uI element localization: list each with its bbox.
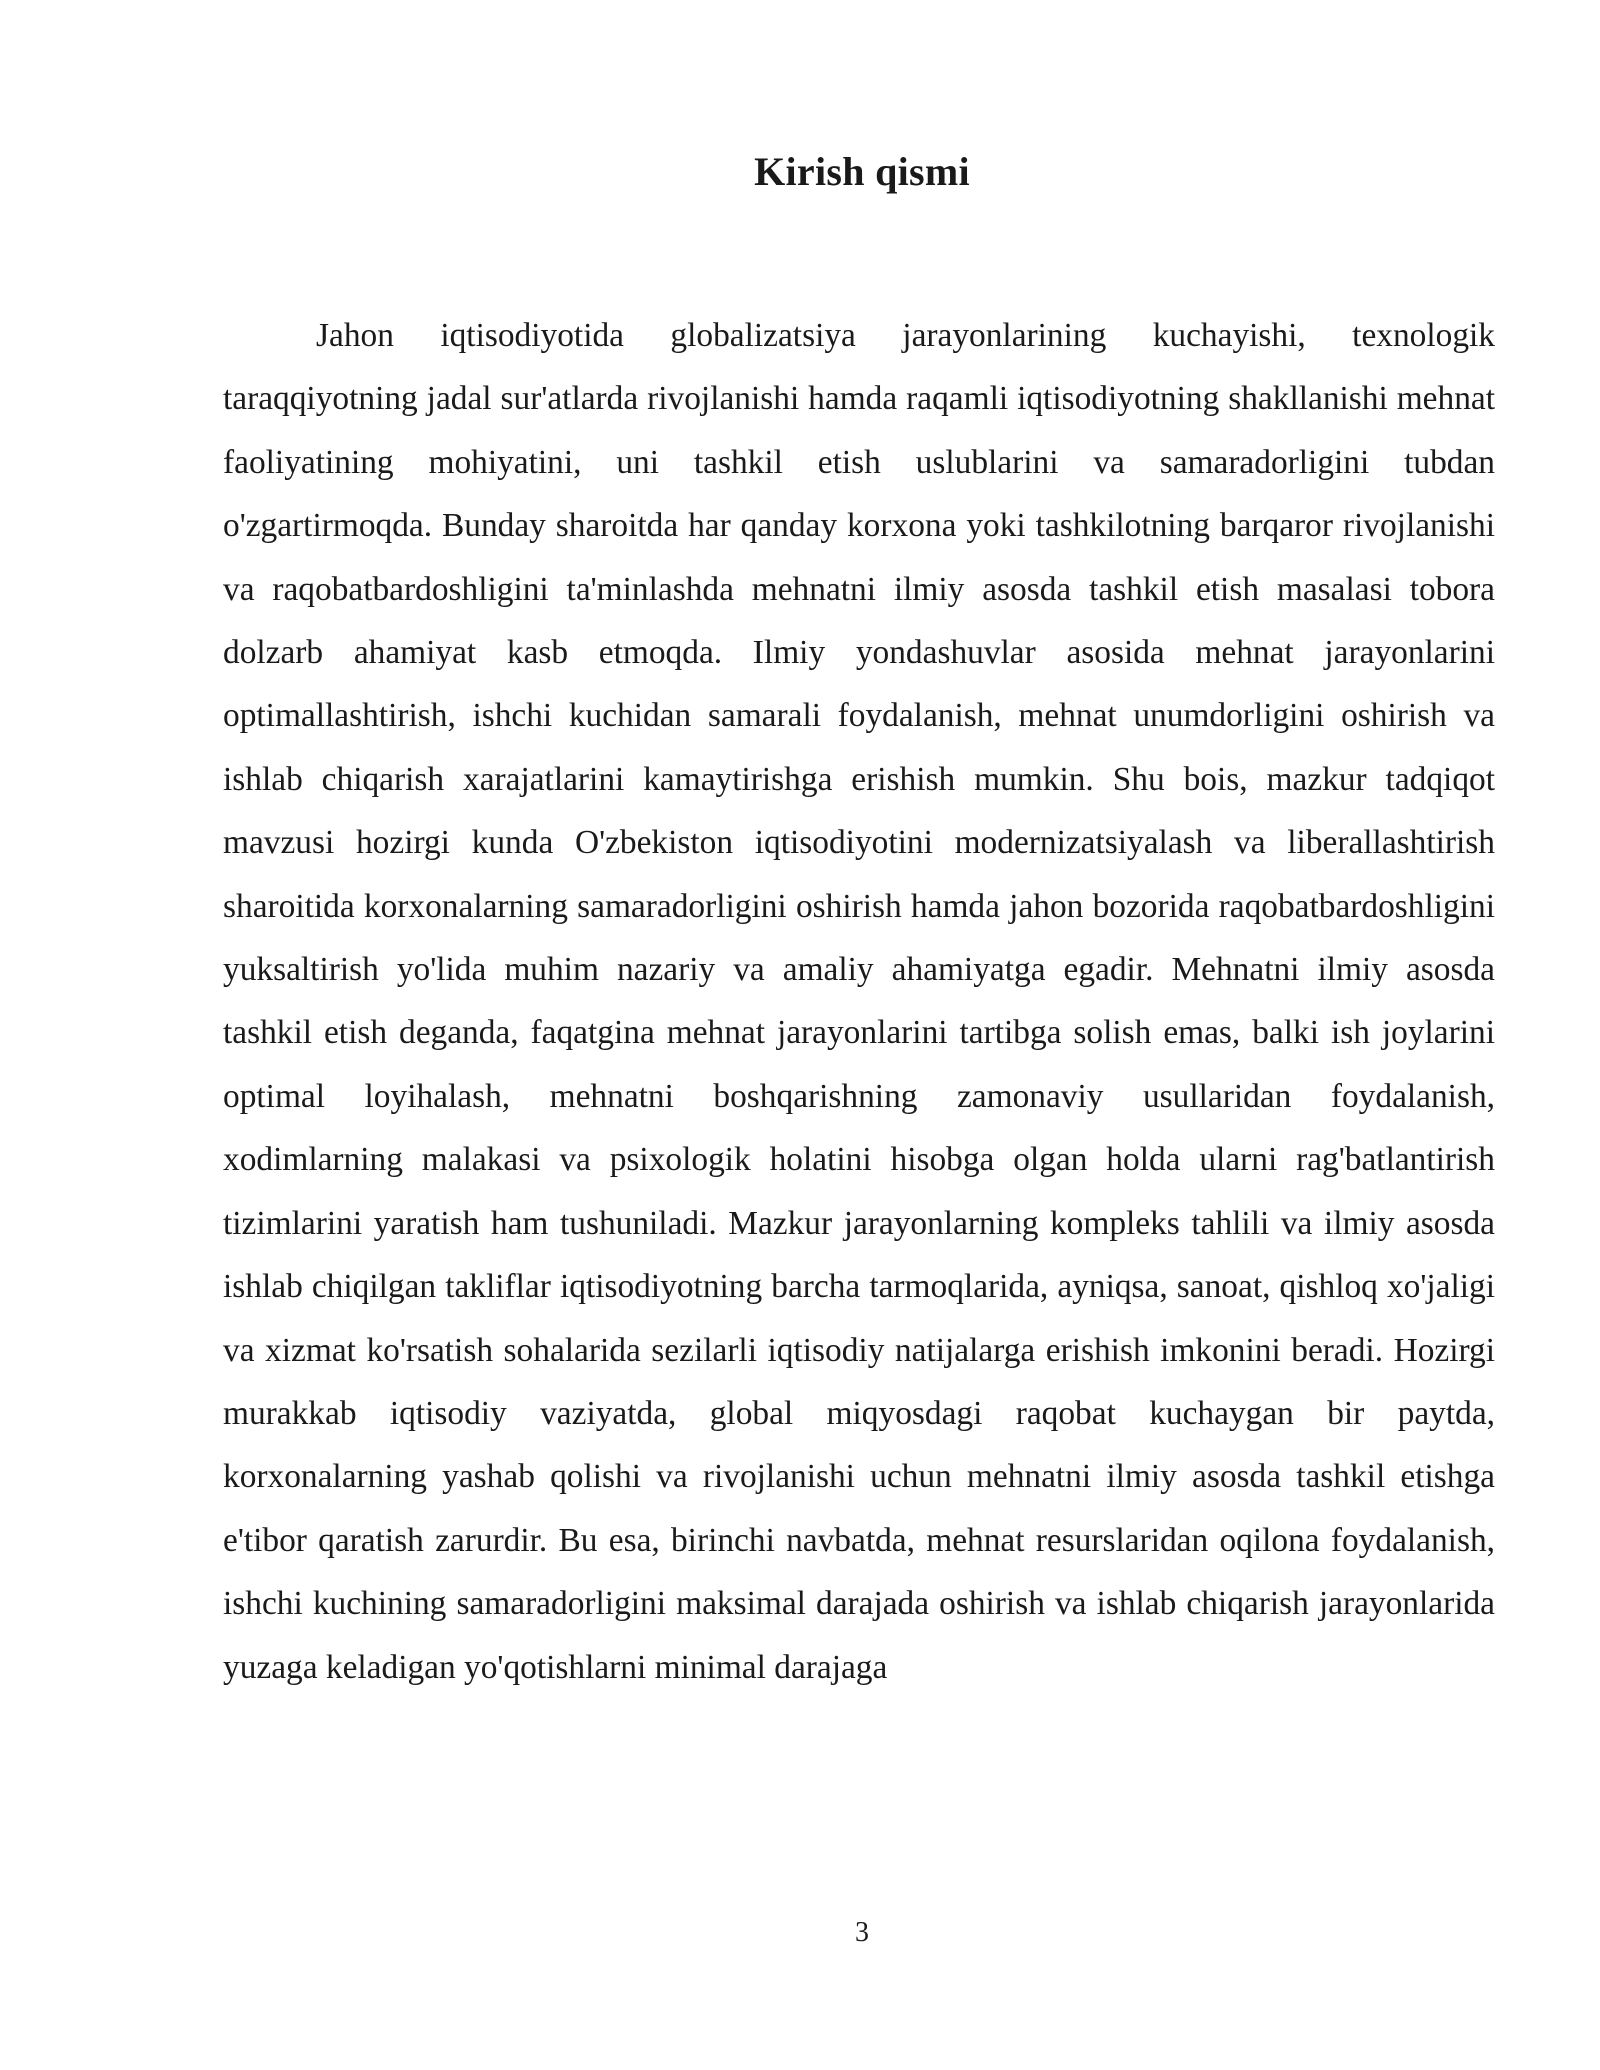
page-title: Kirish qismi — [754, 149, 970, 194]
page-number: 3 — [855, 1917, 869, 1948]
body-paragraph: Jahon iqtisodiyotida globalizatsiya jarayonlarining kuchayishi, texnologik taraqqiyotning jadal sur'atlarda rivojlanishi hamda raqamli iqtisodiyotning shakllanishi mehnat faoliyatining mohiyatini, uni tashkil etish uslublarini va samaradorligini tubdan o'zgartirmoqda. Bunday sharoitda har qanday korxona yoki tashkilotning barqaror rivojlanishi va raqobatbardoshligini ta'minlashda mehnatni ilmiy asosda tashkil etish masalasi tobora dolzarb ahamiyat kasb etmoqda. Ilmiy yondashuvlar asosida mehnat jarayonlarini optimallashtirish, ishchi kuchidan samarali foydalanish, mehnat unumdorligini oshirish va ishlab chiqarish xarajatlarini kamaytirishga erishish mumkin. Shu bois, mazkur tadqiqot mavzusi hozirgi kunda O'zbekiston iqtisodiyotini modernizatsiyalash va liberallashtirish sharoitida korxonalarning samaradorligini oshirish hamda jahon bozorida raqobatbardoshligini yuksaltirish yo'lida muhim nazariy va amaliy ahamiyatga egadir. Mehnatni ilmiy asosda tashkil etish deganda, faqatgina mehnat jarayonlarini tartibga solish emas, balki ish joylarini optimal loyihalash, mehnatni boshqarishning zamonaviy usullaridan foydalanish, xodimlarning malakasi va psixologik holatini hisobga olgan holda ularni rag'batlantirish tizimlarini yaratish ham tushuniladi. Mazkur jarayonlarning kompleks tahlili va ilmiy asosda ishlab chiqilgan takliflar iqtisodiyotning barcha tarmoqlarida, ayniqsa, sanoat, qishloq xo'jaligi va xizmat ko'rsatish sohalarida sezilarli iqtisodiy natijalarga erishish imkonini beradi. Hozirgi murakkab iqtisodiy vaziyatda, global miqyosdagi raqobat kuchaygan bir paytda, korxonalarning yashab qolishi va rivojlanishi uchun mehnatni ilmiy asosda tashkil etishga e'tibor qaratish zarurdir. Bu esa, birinchi navbatda, mehnat resurslaridan oqilona foydalanish, ishchi kuchining samaradorligini maksimal darajada oshirish va ishlab chiqarish jarayonlarida yuzaga keladigan yo'qotishlarni minimal darajaga — [223, 317, 1495, 1686]
